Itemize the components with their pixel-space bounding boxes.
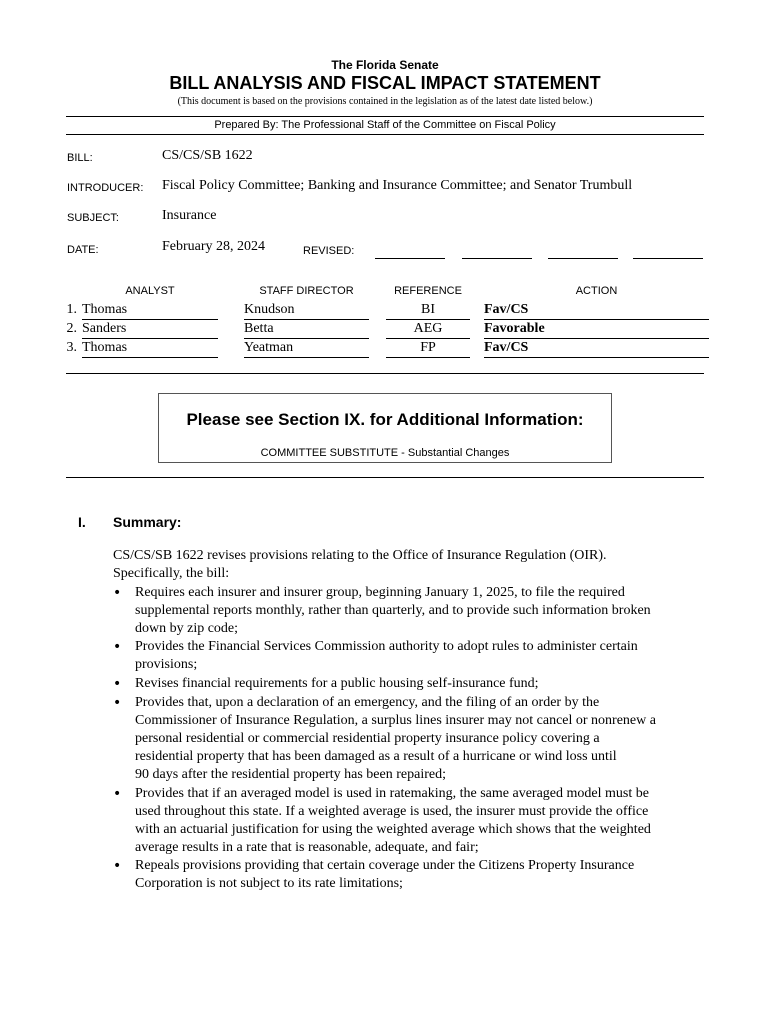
action-cell: Favorable — [484, 320, 709, 339]
bullet-item — [135, 584, 715, 638]
section-number: I. — [78, 514, 86, 530]
bill-label: BILL: — [67, 152, 93, 164]
row-number: 3. — [66, 340, 77, 355]
staff-director-cell: Knudson — [244, 301, 369, 320]
bullet-line: supplemental reports monthly, rather than quarterly, and to provide such information broken — [135, 603, 651, 618]
action-cell: Fav/CS — [484, 339, 709, 358]
bullet-item — [135, 675, 715, 693]
bullet-item — [135, 638, 715, 674]
date-label: DATE: — [67, 244, 99, 256]
bullet-marker: • — [113, 695, 122, 711]
revised-label: REVISED: — [303, 245, 355, 257]
reference-cell: BI — [386, 301, 470, 320]
bullet-line: Provides the Financial Services Commission authority to adopt rules to administer certain — [135, 639, 638, 654]
bullet-line: average results in a rate that is reasonable, adequate, and fair; — [135, 840, 479, 855]
analyst-cell: Thomas — [82, 339, 218, 358]
bullet-item — [135, 785, 715, 857]
bullet-marker: • — [113, 585, 122, 601]
header-analyst: ANALYST — [125, 285, 175, 297]
bullet-line: Provides that if an averaged model is used in ratemaking, the same averaged model must be — [135, 786, 649, 801]
bullet-line: residential property that has been damaged as a result of a hurricane or wind loss until — [135, 749, 617, 764]
staff-director-cell: Betta — [244, 320, 369, 339]
summary-intro — [113, 547, 607, 583]
bullet-line: used throughout this state. If a weighted average is used, the insurer must provide the office — [135, 804, 649, 819]
intro-line: Specifically, the bill: — [113, 566, 230, 581]
bullet-line: with an actuarial justification for using the weighted average which shows that the weighted — [135, 822, 651, 837]
document-subtitle: (This document is based on the provisions contained in the legislation as of the latest date listed below.) — [177, 96, 593, 107]
revised-blank-4 — [633, 258, 703, 259]
rule-top — [66, 116, 704, 117]
rule-box-bottom — [66, 477, 704, 478]
bullet-line: Requires each insurer and insurer group, beginning January 1, 2025, to file the required — [135, 585, 625, 600]
bullet-line: Provides that, upon a declaration of an emergency, and the filing of an order by the — [135, 695, 600, 710]
subject-label: SUBJECT: — [67, 212, 119, 224]
bullet-line: provisions; — [135, 657, 198, 672]
subject-value: Insurance — [162, 208, 217, 223]
additional-info-box — [158, 393, 612, 463]
bullet-marker: • — [113, 786, 122, 802]
revised-blank-1 — [375, 258, 445, 259]
rule-prepared — [66, 134, 704, 135]
bullet-item — [135, 694, 715, 784]
action-cell: Fav/CS — [484, 301, 709, 320]
bullet-line: Corporation is not subject to its rate limitations; — [135, 876, 403, 891]
date-value: February 28, 2024 — [162, 239, 266, 254]
bullet-line: Commissioner of Insurance Regulation, a surplus lines insurer may not cancel or nonrenew a — [135, 713, 656, 728]
bullet-line: Revises financial requirements for a public housing self-insurance fund; — [135, 676, 539, 691]
reference-cell: FP — [386, 339, 470, 358]
introducer-label: INTRODUCER: — [67, 182, 144, 194]
staff-director-cell: Yeatman — [244, 339, 369, 358]
intro-line: CS/CS/SB 1622 revises provisions relating to the Office of Insurance Regulation (OIR). — [113, 548, 607, 563]
bullet-marker: • — [113, 639, 122, 655]
revised-blank-3 — [548, 258, 618, 259]
header-action: ACTION — [575, 285, 618, 297]
section-title: Summary: — [113, 514, 182, 530]
bill-value: CS/CS/SB 1622 — [162, 148, 253, 163]
row-number: 1. — [66, 302, 77, 317]
senate-name: The Florida Senate — [331, 58, 439, 72]
rule-table-bottom — [66, 373, 704, 374]
row-number: 2. — [66, 321, 77, 336]
document-title: BILL ANALYSIS AND FISCAL IMPACT STATEMENT — [169, 73, 601, 93]
additional-info-title: Please see Section IX. for Additional Information: — [186, 410, 584, 429]
reference-cell: AEG — [386, 320, 470, 339]
analyst-cell: Sanders — [82, 320, 218, 339]
analyst-cell: Thomas — [82, 301, 218, 320]
introducer-value: Fiscal Policy Committee; Banking and Insurance Committee; and Senator Trumbull — [162, 178, 633, 193]
bullet-line: Repeals provisions providing that certain coverage under the Citizens Property Insurance — [135, 858, 635, 873]
bullet-marker: • — [113, 676, 122, 692]
bullet-line: 90 days after the residential property has been repaired; — [135, 767, 446, 782]
prepared-by: Prepared By: The Professional Staff of the Committee on Fiscal Policy — [214, 119, 556, 131]
bullet-marker: • — [113, 858, 122, 874]
bullet-line: personal residential or commercial residential property insurance policy covering a — [135, 731, 600, 746]
committee-substitute-note: COMMITTEE SUBSTITUTE - Substantial Changes — [260, 447, 510, 459]
bullet-item — [135, 857, 715, 893]
bullet-line: down by zip code; — [135, 621, 239, 636]
header-staff-director: STAFF DIRECTOR — [259, 285, 354, 297]
revised-blank-2 — [462, 258, 532, 259]
header-reference: REFERENCE — [394, 285, 462, 297]
